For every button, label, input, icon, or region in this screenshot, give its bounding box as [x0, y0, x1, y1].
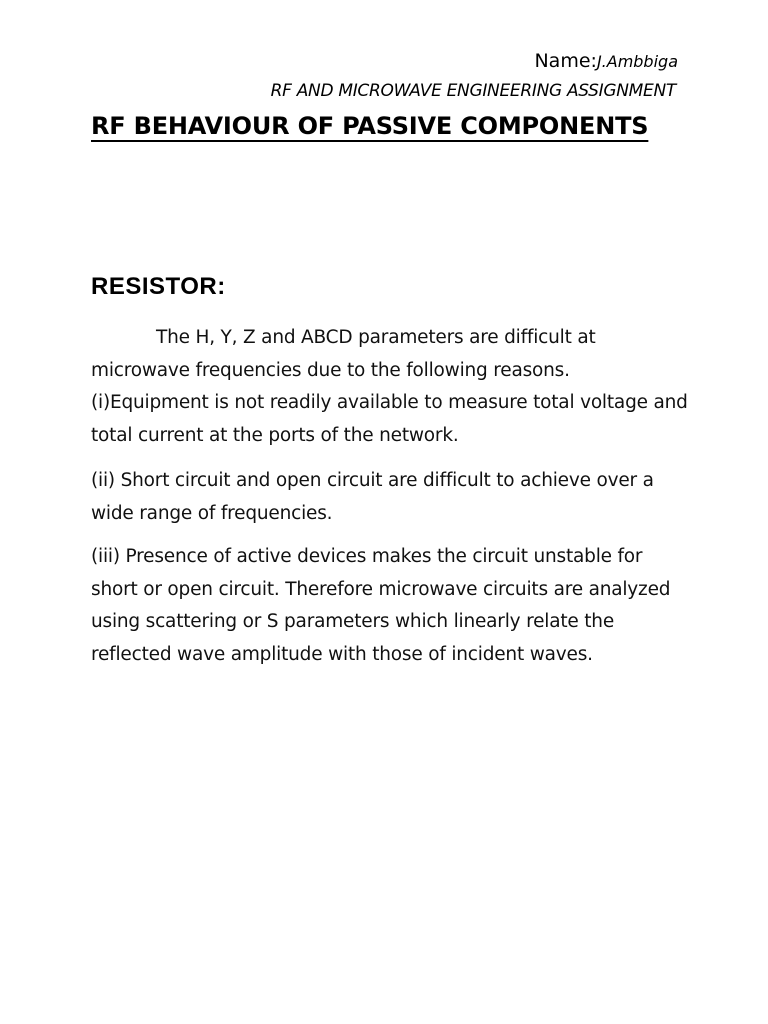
paragraph-3: (iii) Presence of active devices makes the circuit unstable for short or open circuit. Therefore microwave circuits are analyzed using scattering or S parameters which linearly relate the reflected wave amplitude with those of incident waves.: [91, 546, 671, 665]
author-name: J.Ambbiga: [596, 52, 678, 71]
document-title: RF BEHAVIOUR OF PASSIVE COMPONENTS: [91, 112, 649, 140]
section-heading: RESISTOR:: [91, 273, 226, 300]
name-label: Name:: [534, 50, 597, 72]
author-line: [534, 50, 678, 72]
paragraph-1: The H, Y, Z and ABCD parameters are difficult at microwave frequencies due to the following reasons. (i)Equipment is not readily available to measure total voltage and total current at the ports of the network.: [91, 327, 688, 446]
paragraph-2: (ii) Short circuit and open circuit are difficult to achieve over a wide range of frequencies.: [91, 470, 654, 524]
assignment-subtitle: RF AND MICROWAVE ENGINEERING ASSIGNMENT: [270, 81, 676, 101]
